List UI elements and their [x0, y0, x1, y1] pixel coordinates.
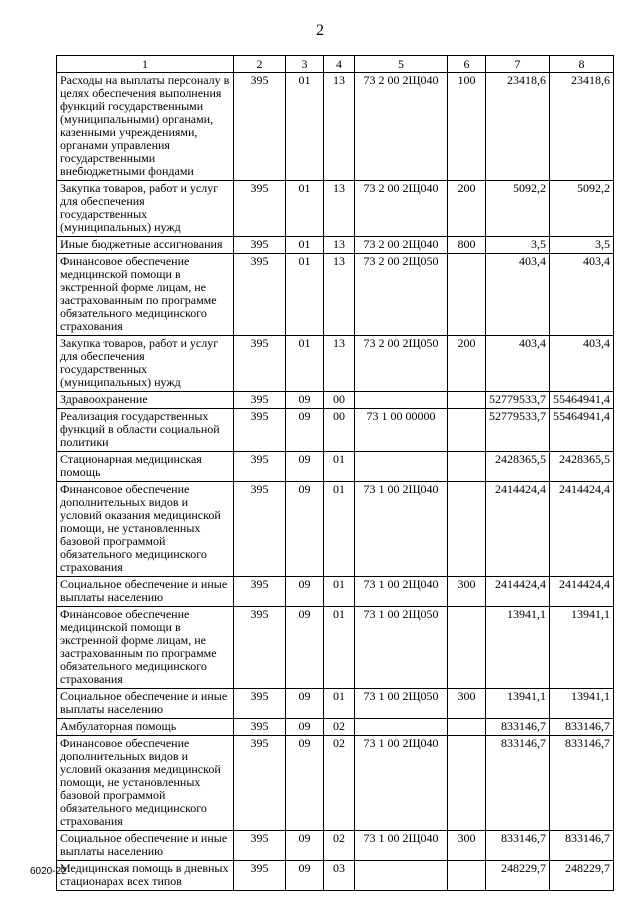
amount-year2-cell: 13941,1	[550, 689, 614, 719]
row-name-cell: Расходы на выплаты персоналу в целях обеспечения выполнения функций государственными (муниципальными) органами, казенными учреждениями, органами управления государственными внебюджетными фондами	[57, 73, 234, 181]
table-row	[57, 689, 614, 719]
amount-year2-cell: 403,4	[550, 254, 614, 336]
subsection-code-cell: 13	[324, 336, 355, 392]
table-row	[57, 577, 614, 607]
column-header: 8	[550, 56, 614, 73]
target-article-cell: 73 1 00 2Щ050	[355, 607, 448, 689]
row-name-cell: Иные бюджетные ассигнования	[57, 237, 234, 254]
subsection-code-cell: 13	[324, 254, 355, 336]
amount-year1-cell: 5092,2	[486, 181, 550, 237]
administrator-code-cell: 395	[234, 482, 286, 577]
table-row	[57, 409, 614, 452]
amount-year2-cell: 833146,7	[550, 736, 614, 831]
amount-year1-cell: 2414424,4	[486, 577, 550, 607]
administrator-code-cell: 395	[234, 237, 286, 254]
subsection-code-cell: 13	[324, 73, 355, 181]
section-code-cell: 09	[286, 409, 324, 452]
subsection-code-cell: 02	[324, 736, 355, 831]
table-row	[57, 392, 614, 409]
row-name-cell: Социальное обеспечение и иные выплаты населению	[57, 831, 234, 861]
row-name-cell: Финансовое обеспечение медицинской помощи в экстренной форме лицам, не застрахованным по программе обязательного медицинского страхования	[57, 607, 234, 689]
amount-year2-cell: 23418,6	[550, 73, 614, 181]
amount-year1-cell: 13941,1	[486, 689, 550, 719]
table-row	[57, 73, 614, 181]
row-name-cell: Финансовое обеспечение дополнительных видов и условий оказания медицинской помощи, не установленных базовой программой обязательного медицинского страхования	[57, 482, 234, 577]
section-code-cell: 09	[286, 861, 324, 891]
amount-year1-cell: 3,5	[486, 237, 550, 254]
amount-year1-cell: 833146,7	[486, 831, 550, 861]
amount-year2-cell: 55464941,4	[550, 409, 614, 452]
table-header-row	[57, 56, 614, 73]
expense-type-cell	[448, 719, 486, 736]
expense-type-cell	[448, 392, 486, 409]
table-row	[57, 861, 614, 891]
subsection-code-cell: 02	[324, 831, 355, 861]
row-name-cell: Амбулаторная помощь	[57, 719, 234, 736]
page-number: 2	[316, 22, 324, 39]
target-article-cell	[355, 392, 448, 409]
expense-type-cell: 800	[448, 237, 486, 254]
administrator-code-cell: 395	[234, 607, 286, 689]
target-article-cell: 73 2 00 2Щ050	[355, 336, 448, 392]
column-header: 2	[234, 56, 286, 73]
target-article-cell: 73 2 00 2Щ050	[355, 254, 448, 336]
subsection-code-cell: 02	[324, 719, 355, 736]
target-article-cell: 73 1 00 2Щ050	[355, 689, 448, 719]
row-name-cell: Закупка товаров, работ и услуг для обеспечения государственных (муниципальных) нужд	[57, 181, 234, 237]
table-row	[57, 181, 614, 237]
budget-table	[56, 55, 614, 891]
administrator-code-cell: 395	[234, 73, 286, 181]
expense-type-cell	[448, 409, 486, 452]
row-name-cell: Финансовое обеспечение медицинской помощи в экстренной форме лицам, не застрахованным по программе обязательного медицинского страхования	[57, 254, 234, 336]
section-code-cell: 01	[286, 181, 324, 237]
amount-year2-cell: 403,4	[550, 336, 614, 392]
target-article-cell: 73 1 00 2Щ040	[355, 482, 448, 577]
administrator-code-cell: 395	[234, 452, 286, 482]
table-row	[57, 452, 614, 482]
section-code-cell: 01	[286, 254, 324, 336]
amount-year2-cell: 248229,7	[550, 861, 614, 891]
expense-type-cell	[448, 861, 486, 891]
column-header: 5	[355, 56, 448, 73]
amount-year2-cell: 2414424,4	[550, 577, 614, 607]
table-row	[57, 736, 614, 831]
row-name-cell: Социальное обеспечение и иные выплаты населению	[57, 689, 234, 719]
expense-type-cell: 100	[448, 73, 486, 181]
amount-year2-cell: 2414424,4	[550, 482, 614, 577]
section-code-cell: 01	[286, 237, 324, 254]
expense-type-cell: 300	[448, 689, 486, 719]
row-name-cell: Социальное обеспечение и иные выплаты населению	[57, 577, 234, 607]
table-row	[57, 607, 614, 689]
amount-year1-cell: 403,4	[486, 336, 550, 392]
column-header: 3	[286, 56, 324, 73]
administrator-code-cell: 395	[234, 831, 286, 861]
administrator-code-cell: 395	[234, 577, 286, 607]
amount-year2-cell: 3,5	[550, 237, 614, 254]
target-article-cell: 73 1 00 2Щ040	[355, 736, 448, 831]
target-article-cell: 73 2 00 2Щ040	[355, 237, 448, 254]
table-row	[57, 719, 614, 736]
column-header: 6	[448, 56, 486, 73]
target-article-cell: 73 1 00 2Щ040	[355, 831, 448, 861]
target-article-cell: 73 2 00 2Щ040	[355, 73, 448, 181]
row-name-cell: Стационарная медицинская помощь	[57, 452, 234, 482]
administrator-code-cell: 395	[234, 719, 286, 736]
section-code-cell: 01	[286, 73, 324, 181]
amount-year1-cell: 2414424,4	[486, 482, 550, 577]
amount-year2-cell: 833146,7	[550, 719, 614, 736]
section-code-cell: 09	[286, 392, 324, 409]
row-name-cell: Здравоохранение	[57, 392, 234, 409]
administrator-code-cell: 395	[234, 181, 286, 237]
row-name-cell: Финансовое обеспечение дополнительных видов и условий оказания медицинской помощи, не установленных базовой программой обязательного медицинского страхования	[57, 736, 234, 831]
amount-year1-cell: 833146,7	[486, 736, 550, 831]
section-code-cell: 09	[286, 736, 324, 831]
section-code-cell: 09	[286, 607, 324, 689]
subsection-code-cell: 01	[324, 607, 355, 689]
amount-year1-cell: 248229,7	[486, 861, 550, 891]
administrator-code-cell: 395	[234, 254, 286, 336]
section-code-cell: 01	[286, 336, 324, 392]
administrator-code-cell: 395	[234, 336, 286, 392]
table-row	[57, 831, 614, 861]
administrator-code-cell: 395	[234, 409, 286, 452]
amount-year2-cell: 833146,7	[550, 831, 614, 861]
amount-year1-cell: 52779533,7	[486, 392, 550, 409]
column-header: 1	[57, 56, 234, 73]
table-row	[57, 336, 614, 392]
row-name-cell: Реализация государственных функций в области социальной политики	[57, 409, 234, 452]
expense-type-cell: 300	[448, 831, 486, 861]
form-code: 6020-22	[30, 866, 67, 877]
row-name-cell: Закупка товаров, работ и услуг для обеспечения государственных (муниципальных) нужд	[57, 336, 234, 392]
amount-year1-cell: 52779533,7	[486, 409, 550, 452]
expense-type-cell	[448, 254, 486, 336]
row-name-cell: Медицинская помощь в дневных стационарах всех типов	[57, 861, 234, 891]
expense-type-cell: 300	[448, 577, 486, 607]
subsection-code-cell: 01	[324, 577, 355, 607]
expense-type-cell	[448, 607, 486, 689]
section-code-cell: 09	[286, 689, 324, 719]
amount-year2-cell: 55464941,4	[550, 392, 614, 409]
table-row	[57, 237, 614, 254]
column-header: 4	[324, 56, 355, 73]
amount-year1-cell: 23418,6	[486, 73, 550, 181]
target-article-cell	[355, 452, 448, 482]
subsection-code-cell: 01	[324, 689, 355, 719]
amount-year2-cell: 5092,2	[550, 181, 614, 237]
target-article-cell: 73 2 00 2Щ040	[355, 181, 448, 237]
subsection-code-cell: 01	[324, 452, 355, 482]
amount-year1-cell: 403,4	[486, 254, 550, 336]
amount-year2-cell: 2428365,5	[550, 452, 614, 482]
section-code-cell: 09	[286, 452, 324, 482]
table-row	[57, 254, 614, 336]
administrator-code-cell: 395	[234, 736, 286, 831]
target-article-cell	[355, 861, 448, 891]
amount-year1-cell: 2428365,5	[486, 452, 550, 482]
subsection-code-cell: 13	[324, 237, 355, 254]
subsection-code-cell: 03	[324, 861, 355, 891]
expense-type-cell: 200	[448, 181, 486, 237]
expense-type-cell	[448, 736, 486, 831]
subsection-code-cell: 00	[324, 409, 355, 452]
amount-year2-cell: 13941,1	[550, 607, 614, 689]
expense-type-cell	[448, 482, 486, 577]
subsection-code-cell: 00	[324, 392, 355, 409]
expense-type-cell: 200	[448, 336, 486, 392]
target-article-cell: 73 1 00 00000	[355, 409, 448, 452]
subsection-code-cell: 01	[324, 482, 355, 577]
section-code-cell: 09	[286, 482, 324, 577]
administrator-code-cell: 395	[234, 861, 286, 891]
section-code-cell: 09	[286, 719, 324, 736]
section-code-cell: 09	[286, 831, 324, 861]
target-article-cell: 73 1 00 2Щ040	[355, 577, 448, 607]
target-article-cell	[355, 719, 448, 736]
amount-year1-cell: 13941,1	[486, 607, 550, 689]
expense-type-cell	[448, 452, 486, 482]
column-header: 7	[486, 56, 550, 73]
section-code-cell: 09	[286, 577, 324, 607]
amount-year1-cell: 833146,7	[486, 719, 550, 736]
table-row	[57, 482, 614, 577]
administrator-code-cell: 395	[234, 392, 286, 409]
administrator-code-cell: 395	[234, 689, 286, 719]
subsection-code-cell: 13	[324, 181, 355, 237]
